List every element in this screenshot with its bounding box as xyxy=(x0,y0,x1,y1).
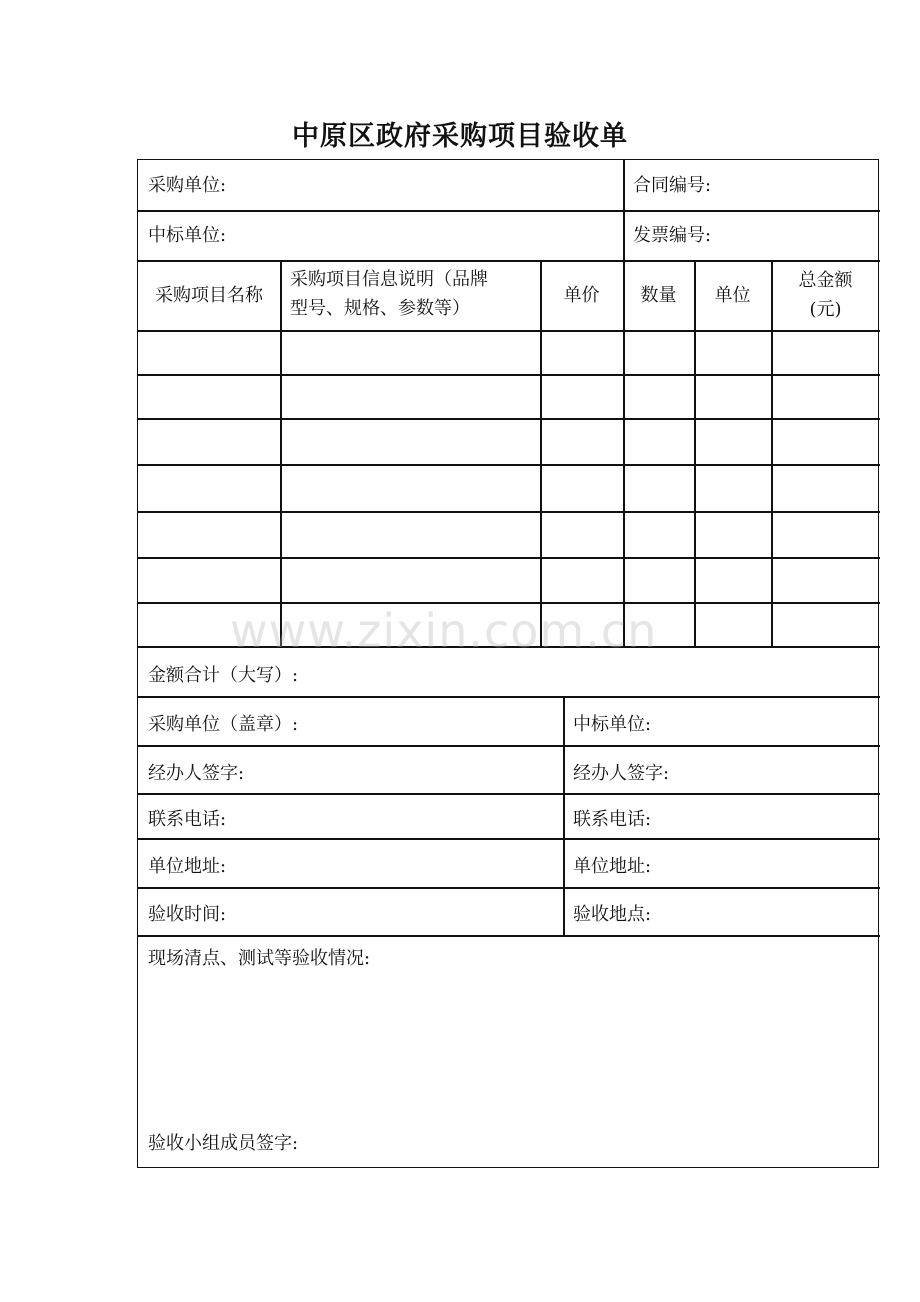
winner-label: 中标单位: xyxy=(148,225,227,246)
col-divider xyxy=(623,160,625,260)
row-divider xyxy=(138,602,880,604)
col-header-item-name: 采购项目名称 xyxy=(155,285,263,306)
row-divider xyxy=(138,935,880,937)
col-divider xyxy=(540,260,542,646)
acceptance-form xyxy=(137,159,879,1168)
col-header-total-line1: 总金额 xyxy=(798,270,853,291)
acceptance-location-label: 验收地点: xyxy=(573,904,652,925)
acceptance-time-label: 验收时间: xyxy=(148,904,227,925)
row-divider xyxy=(138,887,880,889)
col-divider xyxy=(694,260,696,646)
row-divider xyxy=(138,511,880,513)
buyer-address-label: 单位地址: xyxy=(148,856,227,877)
row-divider xyxy=(138,696,880,698)
row-divider xyxy=(138,793,880,795)
row-divider xyxy=(138,464,880,466)
col-header-item-info-line2: 型号、规格、参数等） xyxy=(290,298,470,319)
row-divider xyxy=(138,745,880,747)
total-amount-label: 金额合计（大写）: xyxy=(148,665,299,686)
col-divider xyxy=(563,696,565,935)
winner-unit-label: 中标单位: xyxy=(573,714,652,735)
row-divider xyxy=(138,646,880,648)
buyer-handler-sign-label: 经办人签字: xyxy=(148,763,245,784)
col-header-unit: 单位 xyxy=(714,285,751,306)
row-divider xyxy=(138,374,880,376)
row-divider xyxy=(138,210,880,212)
team-sign-label: 验收小组成员签字: xyxy=(148,1133,299,1154)
row-divider xyxy=(138,557,880,559)
winner-handler-sign-label: 经办人签字: xyxy=(573,763,670,784)
buyer-stamp-label: 采购单位（盖章）: xyxy=(148,714,299,735)
col-header-total-line2: (元) xyxy=(809,299,842,320)
row-divider xyxy=(138,260,880,262)
row-divider xyxy=(138,838,880,840)
row-divider xyxy=(138,418,880,420)
winner-phone-label: 联系电话: xyxy=(573,809,652,830)
invoice-no-label: 发票编号: xyxy=(633,225,712,246)
winner-address-label: 单位地址: xyxy=(573,856,652,877)
contract-no-label: 合同编号: xyxy=(633,175,712,196)
row-divider xyxy=(138,330,880,332)
col-header-quantity: 数量 xyxy=(640,285,677,306)
col-divider xyxy=(280,260,282,646)
buyer-label: 采购单位: xyxy=(148,175,227,196)
watermark: www.zixin.com.cn xyxy=(230,604,658,658)
col-header-unit-price: 单价 xyxy=(563,285,600,306)
inspection-label: 现场清点、测试等验收情况: xyxy=(148,948,371,969)
buyer-phone-label: 联系电话: xyxy=(148,809,227,830)
page-title: 中原区政府采购项目验收单 xyxy=(292,121,628,152)
col-header-item-info-line1: 采购项目信息说明（品牌 xyxy=(290,269,488,290)
col-divider xyxy=(623,260,625,646)
